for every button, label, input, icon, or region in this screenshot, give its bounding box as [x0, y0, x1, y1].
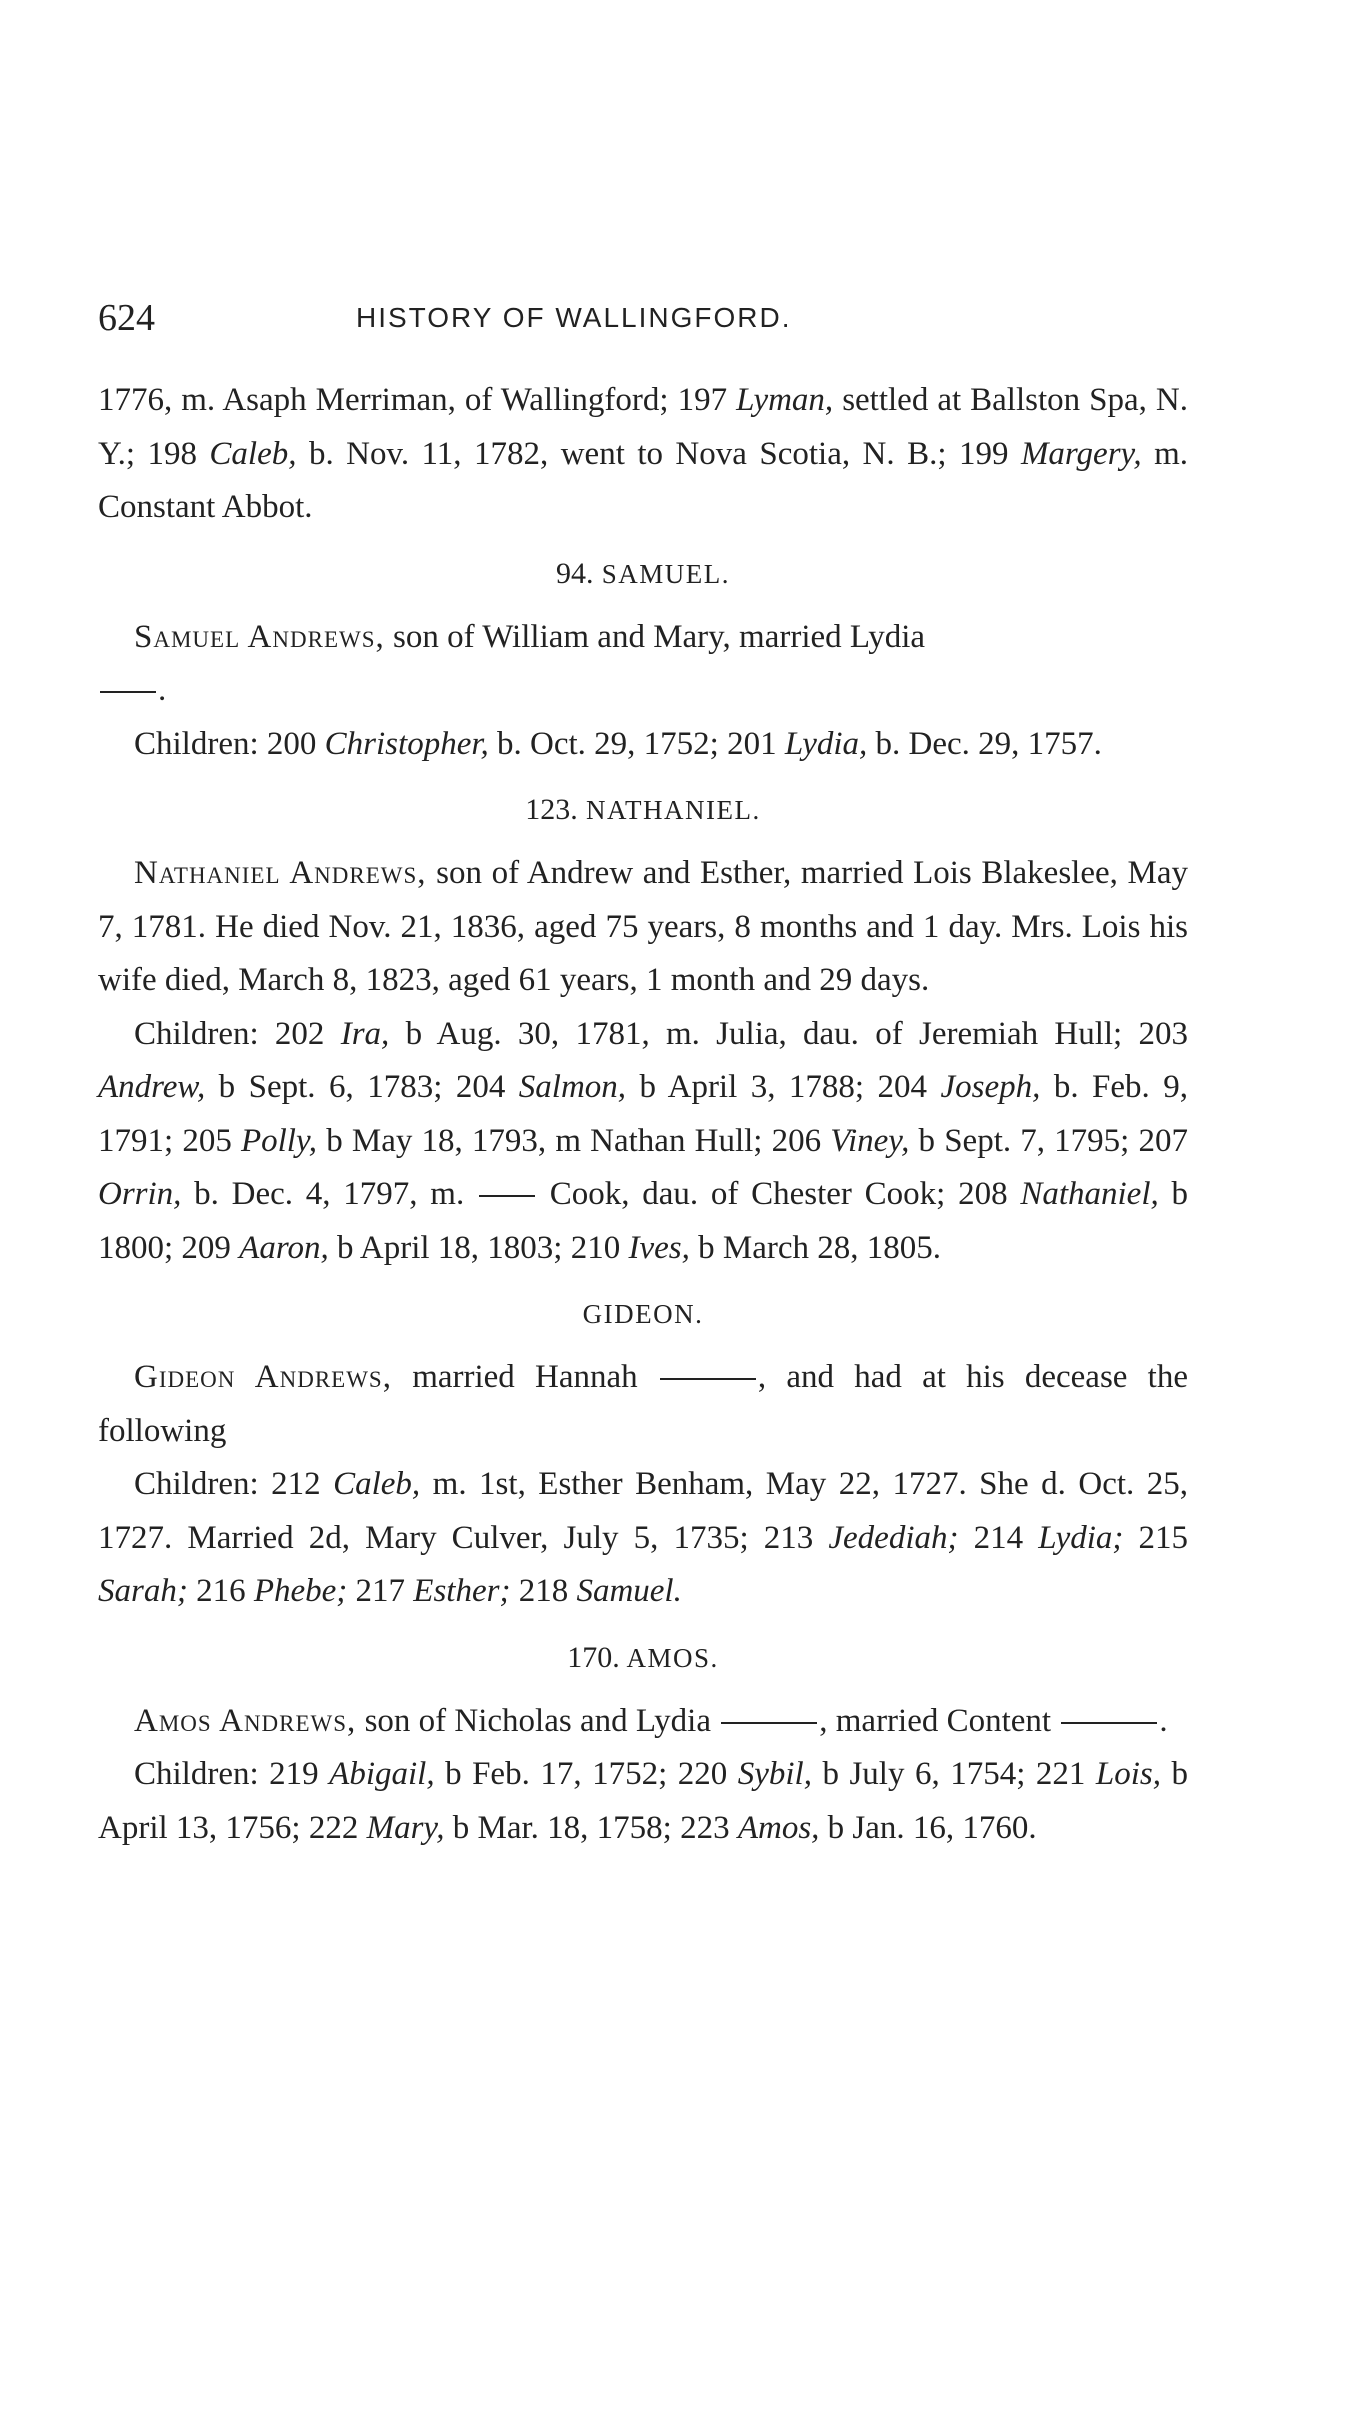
samuel-paragraph: Samuel Andrews, son of William and Mary, married Lydia . [98, 611, 1188, 718]
blank-dash [479, 1195, 535, 1197]
gideon-children-paragraph: Children: 212 Caleb, m. 1st, Esther Benham, May 22, 1727. She d. Oct. 25, 1727. Married 2d, Mary Culver, July 5, 1735; 213 Jedediah; 214 Lydia; 215 Sarah; 216 Phebe; 217 Esther; 218 Samuel. [98, 1466, 1189, 1609]
blank-dash [100, 691, 156, 693]
section-heading-amos: 170. AMOS. [567, 1640, 719, 1674]
section-heading-nathaniel: 123. NATHANIEL. [525, 793, 761, 826]
book-page [98, 288, 1188, 1855]
nathaniel-children-paragraph: Children: 202 Ira, b Aug. 30, 1781, m. Julia, dau. of Jeremiah Hull; 203 Andrew, b Sept. 6, 1783; 204 Salmon, b April 3, 1788; 204 Joseph, b. Feb. 9, 1791; 205 Polly, b May 18, 1793, m Nathan Hull; 206 Viney, b Sept. 7, 1795; 207 Orrin, b. Dec. 4, 1797, m. Cook, dau. of Chester Cook; 208 Nathaniel, b 1800; 209 Aaron, b April 18, 1803; 210 Ives, b March 28, 1805. [98, 1015, 1188, 1266]
blank-dash [660, 1378, 756, 1380]
gideon-paragraph: Gideon Andrews, married Hannah , and had at his decease the following [98, 1359, 1188, 1449]
amos-children-paragraph: Children: 219 Abigail, b Feb. 17, 1752; 220 Sybil, b July 6, 1754; 221 Lois, b April 13, 1756; 222 Mary, b Mar. 18, 1758; 223 Amos, b Jan. 16, 1760. [98, 1756, 1189, 1846]
intro-paragraph: 1776, m. Asaph Merriman, of Wallingford; 197 Lyman, settled at Ballston Spa, N. Y.; 198 Caleb, b. Nov. 11, 1782, went to Nova Scotia, N. B.; 199 Margery, m. Constant Abbot. [98, 382, 1188, 525]
samuel-children-paragraph: Children: 200 Christopher, b. Oct. 29, 1752; 201 Lydia, b. Dec. 29, 1757. [134, 725, 1102, 762]
section-heading-gideon: GIDEON. [582, 1299, 704, 1329]
nathaniel-paragraph: Nathaniel Andrews, son of Andrew and Esther, married Lois Blakeslee, May 7, 1781. He died Nov. 21, 1836, aged 75 years, 8 months and 1 day. Mrs. Lois his wife died, March 8, 1823, aged 61 years, 1 month and 29 days. [98, 855, 1188, 998]
running-title: HISTORY OF WALLINGFORD. [356, 302, 792, 333]
section-heading-samuel: 94. SAMUEL. [555, 556, 730, 590]
blank-dash [721, 1722, 817, 1724]
page-number: 624 [98, 297, 155, 339]
blank-dash [1061, 1722, 1157, 1724]
amos-paragraph: Amos Andrews, son of Nicholas and Lydia , married Content . [134, 1702, 1168, 1739]
running-head [98, 288, 1188, 348]
